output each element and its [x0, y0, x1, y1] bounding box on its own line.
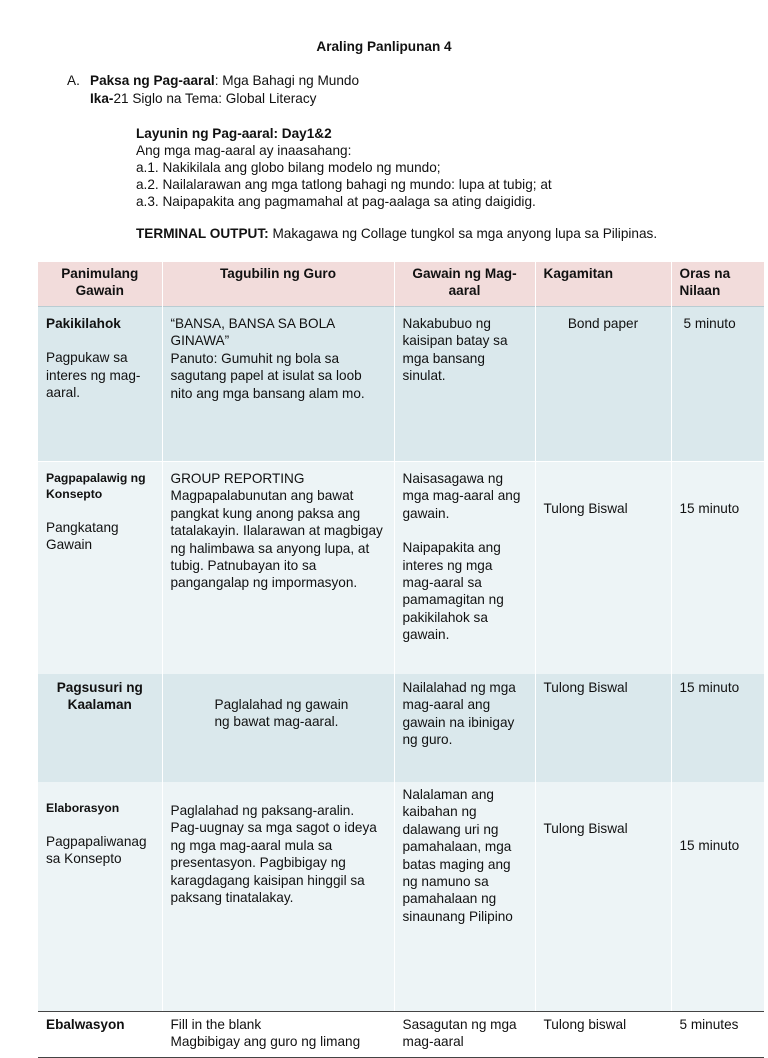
table-row [38, 782, 764, 1012]
student-activity-cell [394, 674, 535, 782]
objective-item: a.2. Nailalarawan ang mga tatlong bahagi ng mundo: lupa at tubig; at [136, 177, 552, 192]
student-activity-text: Nalalaman ang kaibahan ng dalawang uri ng pamahalaan, mga batas maging ang ng namuno sa pamahalaan ng sinaunang Pilipino [402, 787, 513, 924]
phase-title: Pagpapalawig ng Konsepto [46, 471, 146, 501]
table-row [38, 307, 764, 462]
teacher-instruction-text: Magpapalabunutan ang bawat pangkat kung anong paksa ang tatalakayin. Ilalarawan at magbigay ng halimbawa sa anyong lupa, at tubig. Patnubayan ito sa pangangalap ng impormasyon. [170, 488, 383, 591]
phase-title: Pagsusuri ng Kaalaman [56, 680, 143, 713]
student-activity-text-2: Naipapakita ang interes ng mga mag-aaral sa pamamagitan ng pakikilahok sa gawain. [402, 540, 504, 643]
time-cell: 15 minuto [671, 674, 764, 782]
document-title: Araling Panlipunan 4 [316, 39, 452, 54]
terminal-output-label: TERMINAL OUTPUT: [136, 226, 269, 241]
table-row [38, 1012, 764, 1058]
header-gawain-ng-mag-aaral: Gawain ng Mag-aaral [394, 262, 535, 307]
materials-cell: Tulong Biswal [535, 462, 671, 675]
time-cell: 15 minuto [671, 782, 764, 1012]
objectives-block [136, 125, 736, 210]
materials-cell: Tulong Biswal [535, 782, 671, 1012]
student-activity-cell [394, 307, 535, 462]
century-value: 21 Siglo na Tema: Global Literacy [113, 91, 317, 106]
phase-cell [38, 674, 162, 782]
section-letter: A. [67, 73, 80, 88]
teacher-instruction-text: Paglalahad ng gawain ng bawat mag-aaral. [214, 697, 349, 730]
phase-title: Ebalwasyon [46, 1017, 125, 1032]
header-kagamitan: Kagamitan [535, 262, 671, 307]
time-cell: 5 minutes [671, 1012, 764, 1058]
time-cell: 15 minuto [671, 462, 764, 675]
teacher-instruction-cell [162, 307, 394, 462]
topic-value: : Mga Bahagi ng Mundo [214, 73, 360, 88]
header-tagubilin-ng-guro: Tagubilin ng Guro [162, 262, 394, 307]
phase-cell [38, 462, 162, 675]
teacher-instruction-cell [162, 1012, 394, 1058]
materials-cell: Tulong biswal [535, 1012, 671, 1058]
terminal-output-text: Makagawa ng Collage tungkol sa mga anyong lupa sa Pilipinas. [268, 226, 658, 241]
phase-cell [38, 782, 162, 1012]
teacher-instruction-cell [162, 674, 394, 782]
objectives-intro: Ang mga mag-aaral ay inaasahang: [136, 143, 352, 158]
century-theme-line [90, 90, 316, 107]
header-panimulang-gawain: Panimulang Gawain [38, 262, 162, 307]
phase-subtitle: Pagpapaliwanag sa Konsepto [46, 834, 147, 867]
teacher-instruction-title: Fill in the blank [170, 1017, 262, 1032]
header-oras-na-nilaan: Oras na Nilaan [671, 262, 764, 307]
phase-subtitle: Pagpukaw sa interes ng mag-aaral. [46, 350, 141, 401]
phase-subtitle: Pangkatang Gawain [46, 520, 119, 553]
objectives-heading: Layunin ng Pag-aaral: Day1&2 [136, 126, 332, 141]
phase-title: Elaborasyon [46, 801, 120, 815]
topic-line [90, 72, 359, 89]
student-activity-text: Nakabubuo ng kaisipan batay sa mga bansang sinulat. [402, 316, 508, 384]
student-activity-text: Sasagutan ng mga mag-aaral [402, 1017, 517, 1050]
student-activity-cell [394, 1012, 535, 1058]
terminal-output [136, 225, 676, 242]
century-label: Ika- [90, 91, 114, 106]
phase-cell [38, 1012, 162, 1058]
objective-item: a.1. Nakikilala ang globo bilang modelo ng mundo; [136, 160, 441, 175]
lesson-plan-table [38, 262, 764, 1058]
student-activity-cell [394, 462, 535, 675]
time-cell: 5 minuto [671, 307, 764, 462]
student-activity-cell [394, 782, 535, 1012]
teacher-instruction-cell [162, 782, 394, 1012]
materials-cell: Tulong Biswal [535, 674, 671, 782]
student-activity-text: Nailalahad ng mga mag-aaral ang gawain na ibinigay ng guro. [402, 680, 516, 748]
student-activity-text: Naisasagawa ng mga mag-aaral ang gawain. [402, 471, 521, 521]
table-header-row [38, 262, 764, 307]
table-row [38, 462, 764, 675]
topic-label: Paksa ng Pag-aaral [90, 73, 215, 88]
teacher-instruction-text: Paglalahad ng paksang-aralin. Pag-uugnay sa mga sagot o ideya ng mga mag-aaral mula sa presentasyon. Pagbibigay ng karagdagang kaisipan hinggil sa paksang tinatalakay. [170, 803, 377, 906]
objective-item: a.3. Naipapakita ang pagmamahal at pag-aalaga sa ating daigidig. [136, 194, 536, 209]
teacher-instruction-title: “BANSA, BANSA SA BOLA GINAWA” [170, 316, 335, 349]
phase-cell [38, 307, 162, 462]
phase-title: Pakikilahok [46, 316, 121, 331]
table-row [38, 674, 764, 782]
teacher-instruction-text: Panuto: Gumuhit ng bola sa sagutang papel at isulat sa loob nito ang mga bansang alam mo. [170, 350, 365, 401]
teacher-instruction-title: GROUP REPORTING [170, 471, 305, 486]
materials-cell: Bond paper [535, 307, 671, 462]
teacher-instruction-cell [162, 462, 394, 675]
teacher-instruction-text: Magbibigay ang guro ng limang [170, 1034, 361, 1050]
